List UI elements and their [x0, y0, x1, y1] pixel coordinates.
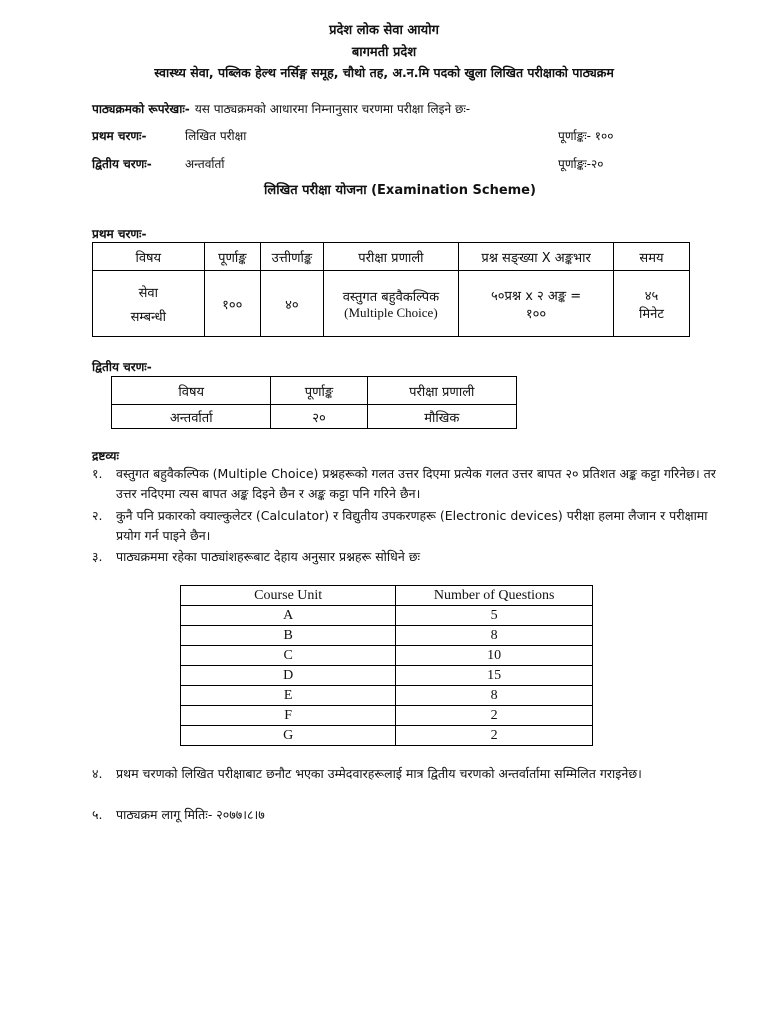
col-full-marks: पूर्णाङ्क	[204, 243, 260, 271]
note-text: पाठ्यक्रम लागू मितिः- २०७७।८।७	[116, 807, 265, 822]
cell-subject: अन्तर्वार्ता	[112, 405, 271, 429]
phase2-label: द्वितीय चरणः-	[92, 157, 152, 171]
note-num: ३.	[92, 549, 103, 564]
unit-cell: C	[181, 646, 396, 666]
header-line2: बागमती प्रदेश	[351, 45, 417, 60]
table-header-row	[181, 586, 593, 606]
outline-label: पाठ्यक्रमको रूपरेखाः-	[92, 102, 190, 116]
table-row	[181, 706, 593, 726]
col-questions-weight: प्रश्न सङ्ख्या X अङ्कभार	[459, 243, 614, 271]
unit-cell: D	[181, 666, 396, 686]
cell-pass-marks: ४०	[261, 271, 324, 337]
questions-line2: १००	[525, 306, 547, 322]
header-line1: प्रदेश लोक सेवा आयोग	[329, 23, 439, 38]
note-text: वस्तुगत बहुवैकल्पिक (Multiple Choice) प्रश्नहरूको गलत उत्तर दिएमा प्रत्येक गलत उत्तर बापत २० प्रतिशत अङ्क कट्टा गरिनेछ। तर उत्तर नदिएमा त्यस बापत अङ्क दिइने छैन र अङ्क कट्टा पनि गरिने छैन।	[116, 466, 716, 501]
table-row	[93, 271, 690, 337]
phase1-label: प्रथम चरणः-	[92, 129, 147, 143]
count-cell: 15	[396, 666, 593, 686]
system-line2: (Multiple Choice)	[344, 304, 438, 320]
count-cell: 2	[396, 706, 593, 726]
unit-cell: B	[181, 626, 396, 646]
count-cell: 8	[396, 626, 593, 646]
cell-full-marks: २०	[271, 405, 367, 429]
scheme-title: लिखित परीक्षा योजना (Examination Scheme)	[264, 183, 536, 198]
cell-time	[613, 271, 689, 337]
unit-cell: G	[181, 726, 396, 746]
phase2-marks: पूर्णाङ्कः-२०	[558, 157, 604, 171]
cell-subject	[93, 271, 205, 337]
col-exam-system: परीक्षा प्रणाली	[367, 377, 516, 405]
system-line1: वस्तुगत बहुवैकल्पिक	[342, 289, 440, 305]
time-line1: ४५	[644, 288, 659, 304]
note-text: कुनै पनि प्रकारको क्याल्कुलेटर (Calculator) र विद्युतीय उपकरणहरू (Electronic devices) परीक्षा हलमा लैजान र परीक्षामा प्रयोग गर्न पाइने छैन।	[116, 508, 708, 543]
table-row	[181, 626, 593, 646]
cell-questions	[459, 271, 614, 337]
count-cell: 10	[396, 646, 593, 666]
col-exam-system: परीक्षा प्रणाली	[323, 243, 459, 271]
note-num: २.	[92, 508, 103, 523]
table-row	[181, 646, 593, 666]
col-subject: विषय	[112, 377, 271, 405]
notes-label: द्रष्टव्यः	[92, 449, 119, 463]
count-cell: 5	[396, 606, 593, 626]
table-row	[181, 686, 593, 706]
time-line2: मिनेट	[639, 306, 664, 322]
outline	[92, 98, 470, 117]
questions-line1: ५०प्रश्न x २ अङ्क =	[490, 288, 582, 304]
unit-cell: F	[181, 706, 396, 726]
phase1-marks: पूर्णाङ्कः- १००	[558, 129, 614, 143]
unit-cell: E	[181, 686, 396, 706]
note-num: ५.	[92, 807, 103, 822]
col-pass-marks: उत्तीर्णाङ्क	[261, 243, 324, 271]
phase2-type: अन्तर्वार्ता	[185, 157, 225, 171]
cell-exam-system	[323, 271, 459, 337]
phase1-type: लिखित परीक्षा	[185, 129, 247, 143]
header-line3: स्वास्थ्य सेवा, पब्लिक हेल्थ नर्सिङ्ग समूह, चौथो तह, अ.न.मि पदको खुला लिखित परीक्षाको पाठ्यक्रम	[154, 65, 614, 80]
col-course-unit: Course Unit	[181, 586, 396, 606]
first-phase-label: प्रथम चरणः-	[92, 227, 147, 241]
subject-line2: सम्बन्धी	[130, 309, 166, 325]
note-text: पाठ्यक्रममा रहेका पाठ्यांशहरूबाट देहाय अनुसार प्रश्नहरू सोधिने छः	[116, 549, 421, 564]
second-phase-label: द्वितीय चरणः-	[92, 360, 152, 374]
table-row	[181, 666, 593, 686]
table-row	[181, 606, 593, 626]
units-table	[180, 585, 593, 746]
unit-cell: A	[181, 606, 396, 626]
cell-full-marks: १००	[204, 271, 260, 337]
note-text: प्रथम चरणको लिखित परीक्षाबाट छनौट भएका उम्मेदवारहरूलाई मात्र द्वितीय चरणको अन्तर्वार्तामा सम्मिलित गराइनेछ।	[116, 766, 642, 781]
col-num-questions: Number of Questions	[396, 586, 593, 606]
col-full-marks: पूर्णाङ्क	[271, 377, 367, 405]
first-phase-table	[92, 242, 690, 337]
note-num: ४.	[92, 766, 103, 781]
table-row	[181, 726, 593, 746]
second-phase-table	[111, 376, 517, 429]
table-header-row	[112, 377, 517, 405]
table-header-row	[93, 243, 690, 271]
col-time: समय	[613, 243, 689, 271]
count-cell: 8	[396, 686, 593, 706]
count-cell: 2	[396, 726, 593, 746]
cell-exam-system: मौखिक	[367, 405, 516, 429]
outline-text: यस पाठ्यक्रमको आधारमा निम्नानुसार चरणमा परीक्षा लिइने छः-	[194, 102, 471, 116]
subject-line1: सेवा	[138, 285, 158, 301]
note-num: १.	[92, 466, 103, 481]
col-subject: विषय	[93, 243, 205, 271]
table-row	[112, 405, 517, 429]
